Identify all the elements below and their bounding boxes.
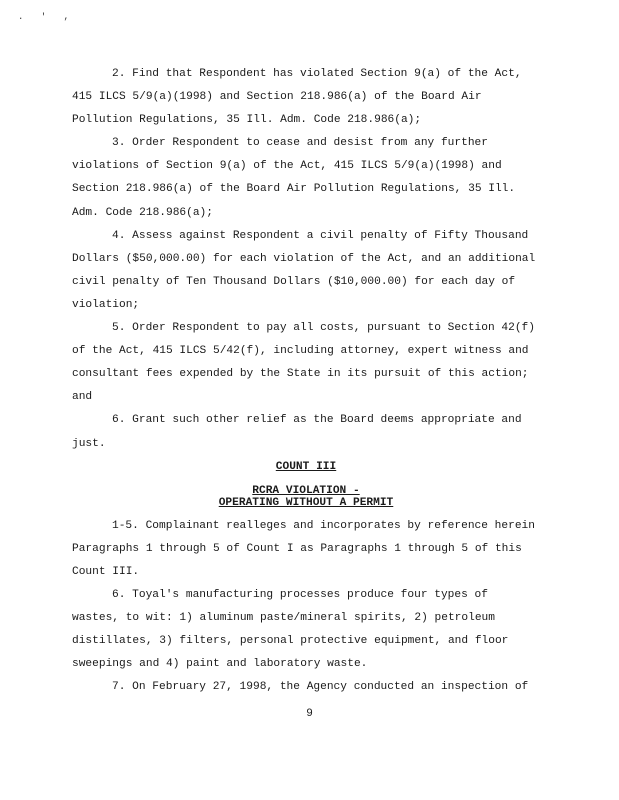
text-line: distillates, 3) filters, personal protective equipment, and floor	[72, 635, 509, 648]
text-line: 2. Find that Respondent has violated Section 9(a) of the Act,	[112, 68, 522, 80]
text-line: 6. Toyal's manufacturing processes produce four types of	[112, 588, 488, 601]
text-line: and	[72, 391, 93, 404]
subheading-line-1: RCRA VIOLATION -	[252, 484, 360, 497]
count-heading: COUNT III	[275, 460, 337, 473]
text-line: 7. On February 27, 1998, the Agency conducted an inspection of	[112, 681, 529, 694]
paragraph-3	[72, 132, 540, 224]
text-line: sweepings and 4) paint and laboratory waste.	[72, 658, 368, 671]
subheading-line-2: OPERATING WITHOUT A PERMIT	[218, 496, 394, 509]
count-paragraph-1-5	[72, 515, 540, 584]
text-line: just.	[72, 437, 106, 450]
text-line: Section 218.986(a) of the Board Air Pollution Regulations, 35 Ill.	[72, 183, 516, 196]
document-body	[72, 63, 540, 699]
scan-marks: . ' ,	[18, 12, 76, 22]
text-line: 415 ILCS 5/9(a)(1998) and Section 218.986(a) of the Board Air	[72, 91, 482, 104]
text-line: Dollars ($50,000.00) for each violation of the Act, and an additional	[72, 252, 536, 265]
text-line: Count III.	[72, 565, 140, 578]
count-paragraph-6	[72, 584, 540, 676]
text-line: 3. Order Respondent to cease and desist from any further	[112, 137, 488, 150]
text-line: violation;	[72, 298, 140, 311]
paragraph-6	[72, 409, 540, 455]
paragraph-5	[72, 317, 540, 409]
text-line: civil penalty of Ten Thousand Dollars ($10,000.00) for each day of	[72, 275, 516, 288]
page-number: 9	[306, 708, 313, 720]
text-line: Pollution Regulations, 35 Ill. Adm. Code 218.986(a);	[72, 114, 422, 127]
text-line: 4. Assess against Respondent a civil penalty of Fifty Thousand	[112, 229, 529, 242]
count-subheading	[72, 485, 540, 509]
text-line: 1-5. Complainant realleges and incorporates by reference herein	[112, 519, 535, 532]
text-line: Adm. Code 218.986(a);	[72, 206, 213, 219]
count-paragraph-7	[72, 676, 540, 699]
paragraph-4	[72, 225, 540, 317]
text-line: 5. Order Respondent to pay all costs, pursuant to Section 42(f)	[112, 322, 535, 335]
paragraph-2	[72, 63, 540, 132]
text-line: of the Act, 415 ILCS 5/42(f), including attorney, expert witness and	[72, 345, 529, 358]
text-line: violations of Section 9(a) of the Act, 415 ILCS 5/9(a)(1998) and	[72, 160, 502, 173]
text-line: wastes, to wit: 1) aluminum paste/mineral spirits, 2) petroleum	[72, 612, 495, 625]
text-line: 6. Grant such other relief as the Board deems appropriate and	[112, 414, 522, 427]
text-line: Paragraphs 1 through 5 of Count I as Paragraphs 1 through 5 of this	[72, 542, 522, 555]
text-line: consultant fees expended by the State in its pursuit of this action;	[72, 368, 529, 381]
